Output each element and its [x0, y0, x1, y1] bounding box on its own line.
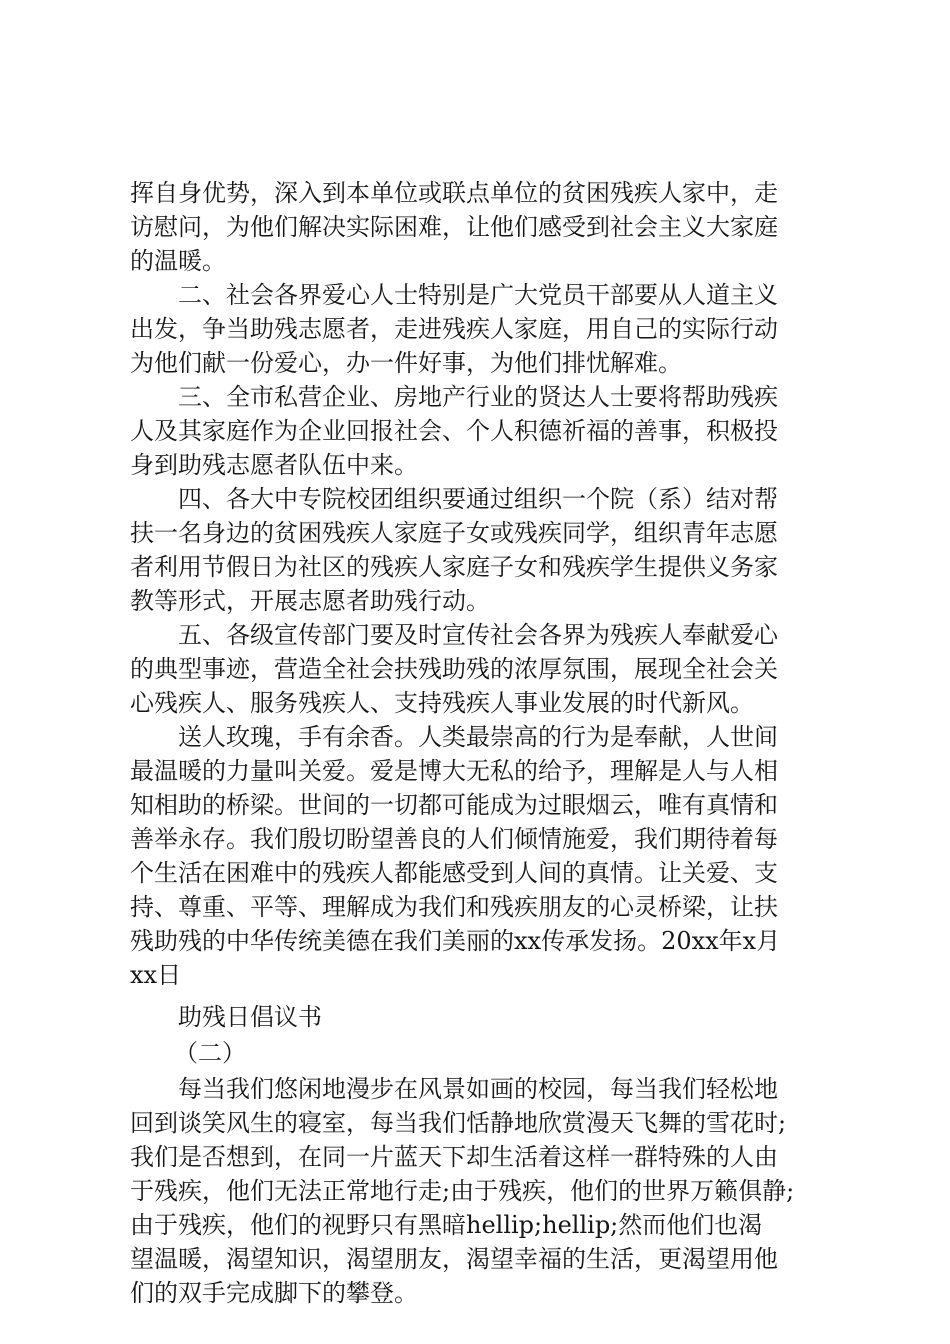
text-line: xx日 — [130, 961, 182, 989]
text-line: 们的双手完成脚下的攀登。 — [130, 1279, 418, 1307]
text-line: 访慰问，为他们解决实际困难，让他们感受到社会主义大家庭 — [130, 213, 778, 241]
text-line: 者利用节假日为社区的残疾人家庭子女和残疾学生提供义务家 — [130, 553, 778, 581]
text-line: 出发，争当助残志愿者，走进残疾人家庭，用自己的实际行动 — [130, 315, 778, 343]
document-title: 助残日倡议书 — [178, 1003, 322, 1031]
text-line: 身到助残志愿者队伍中来。 — [130, 451, 418, 479]
text-line: 最温暖的力量叫关爱。爱是博大无私的给予，理解是人与人相 — [130, 757, 778, 785]
text-line: 的典型事迹，营造全社会扶残助残的浓厚氛围，展现全社会关 — [130, 655, 778, 683]
text-line: 由于残疾，他们的视野只有黑暗hellip;hellip;然而他们也渴 — [130, 1211, 763, 1239]
text-line: 二、社会各界爱心人士特别是广大党员干部要从人道主义 — [178, 281, 778, 309]
section-number: （二） — [174, 1039, 246, 1067]
text-line: 望温暖，渴望知识，渴望朋友，渴望幸福的生活，更渴望用他 — [130, 1245, 778, 1273]
text-line: 教等形式，开展志愿者助残行动。 — [130, 587, 490, 615]
text-line: 善举永存。我们殷切盼望善良的人们倾情施爱，我们期待着每 — [130, 825, 778, 853]
text-line: 五、各级宣传部门要及时宣传社会各界为残疾人奉献爱心 — [178, 621, 778, 649]
text-line: 的温暖。 — [130, 247, 226, 275]
text-line: 每当我们悠闲地漫步在风景如画的校园，每当我们轻松地 — [178, 1075, 778, 1103]
text-line: 送人玫瑰，手有余香。人类最崇高的行为是奉献，人世间 — [178, 723, 778, 751]
text-line: 个生活在困难中的残疾人都能感受到人间的真情。让关爱、支 — [130, 859, 778, 887]
text-line: 挥自身优势，深入到本单位或联点单位的贫困残疾人家中，走 — [130, 179, 778, 207]
text-line: 回到谈笑风生的寝室，每当我们恬静地欣赏漫天飞舞的雪花时; — [130, 1109, 787, 1137]
text-line: 残助残的中华传统美德在我们美丽的xx传承发扬。20xx年x月 — [130, 927, 781, 955]
text-line: 四、各大中专院校团组织要通过组织一个院（系）结对帮 — [178, 485, 778, 513]
text-line: 我们是否想到，在同一片蓝天下却生活着这样一群特殊的人由 — [130, 1143, 778, 1171]
text-line: 知相助的桥梁。世间的一切都可能成为过眼烟云，唯有真情和 — [130, 791, 778, 819]
text-line: 三、全市私营企业、房地产行业的贤达人士要将帮助残疾 — [178, 383, 778, 411]
text-line: 于残疾，他们无法正常地行走;由于残疾，他们的世界万籁俱静; — [130, 1177, 795, 1205]
text-line: 人及其家庭作为企业回报社会、个人积德祈福的善事，积极投 — [130, 417, 778, 445]
text-line: 持、尊重、平等、理解成为我们和残疾朋友的心灵桥梁，让扶 — [130, 893, 778, 921]
text-line: 扶一名身边的贫困残疾人家庭子女或残疾同学，组织青年志愿 — [130, 519, 778, 547]
text-line: 为他们献一份爱心，办一件好事，为他们排忧解难。 — [130, 349, 682, 377]
text-line: 心残疾人、服务残疾人、支持残疾人事业发展的时代新风。 — [130, 689, 754, 717]
